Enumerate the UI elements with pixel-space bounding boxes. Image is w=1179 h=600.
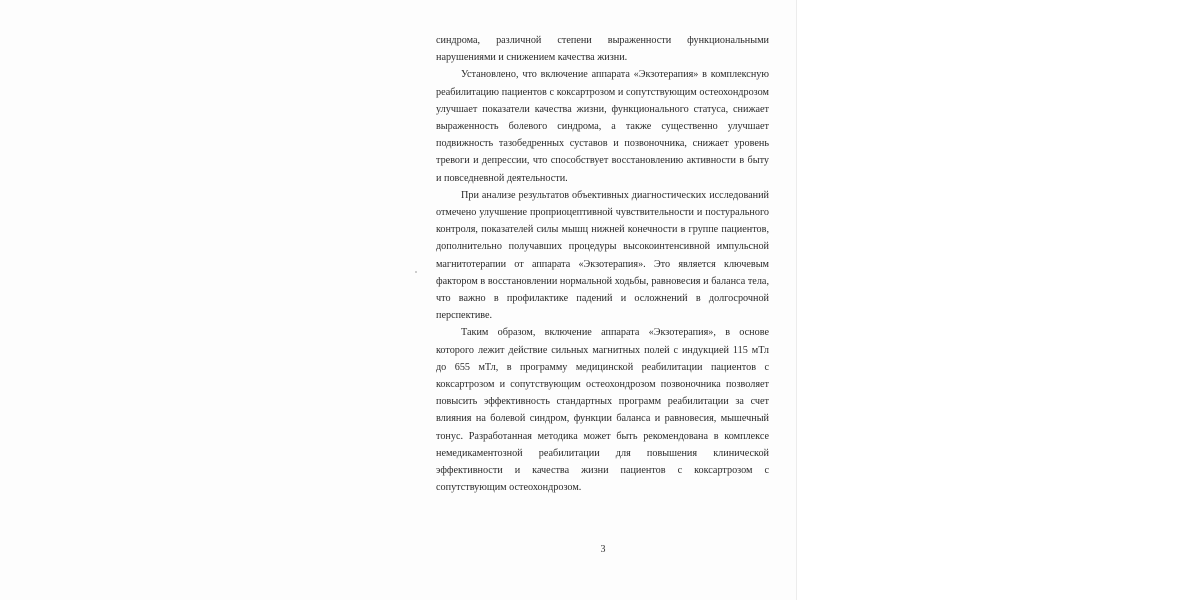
paragraph-conclusion: Таким образом, включение аппарата «Экзотерапия», в основе которого лежит действие сильных магнитных полей с индукцией 115 мТл до 655 мТл, в программу медицинской реабилитации пациентов с коксартрозом и сопутствующим остеохондрозом позвоночника позволяет повысить эффективность стандартных программ реабилитации за счет влияния на болевой синдром, функции баланса и равновесия, мышечный тонус. Разработанная методика может быть рекомендована в комплексе немедикаментозной реабилитации для повышения клинической эффективности и качества жизни пациентов с коксартрозом с сопутствующим остеохондрозом.	[436, 327, 769, 494]
page-edge-divider	[796, 0, 797, 600]
document-body	[436, 32, 769, 496]
paragraph-continuation: синдрома, различной степени выраженности функциональными нарушениями и снижением качества жизни.	[436, 35, 769, 64]
scan-speck	[415, 271, 417, 273]
paragraph-objective-diagnostics: При анализе результатов объективных диагностических исследований отмечено улучшение проприоцептивной чувствительности и постурального контроля, показателей силы мышц нижней конечности в группе пациентов, дополнительно получавших процедуры высокоинтенсивной импульсной магнитотерапии от аппарата «Экзотерапия». Это является ключевым фактором в восстановлении нормальной ходьбы, равновесия и баланса тела, что важно в профилактике падений и осложнений в долгосрочной перспективе.	[436, 189, 769, 322]
paragraph-quality-of-life: Установлено, что включение аппарата «Экзотерапия» в комплексную реабилитацию пациентов с коксартрозом и сопутствующим остеохондрозом улучшает показатели качества жизни, функционального статуса, снижает выраженность болевого синдрома, а также существенно улучшает подвижность тазобедренных суставов и позвоночника, снижает уровень тревоги и депрессии, что способствует восстановлению активности в быту и повседневной деятельности.	[436, 69, 769, 184]
page-number: 3	[600, 544, 606, 555]
